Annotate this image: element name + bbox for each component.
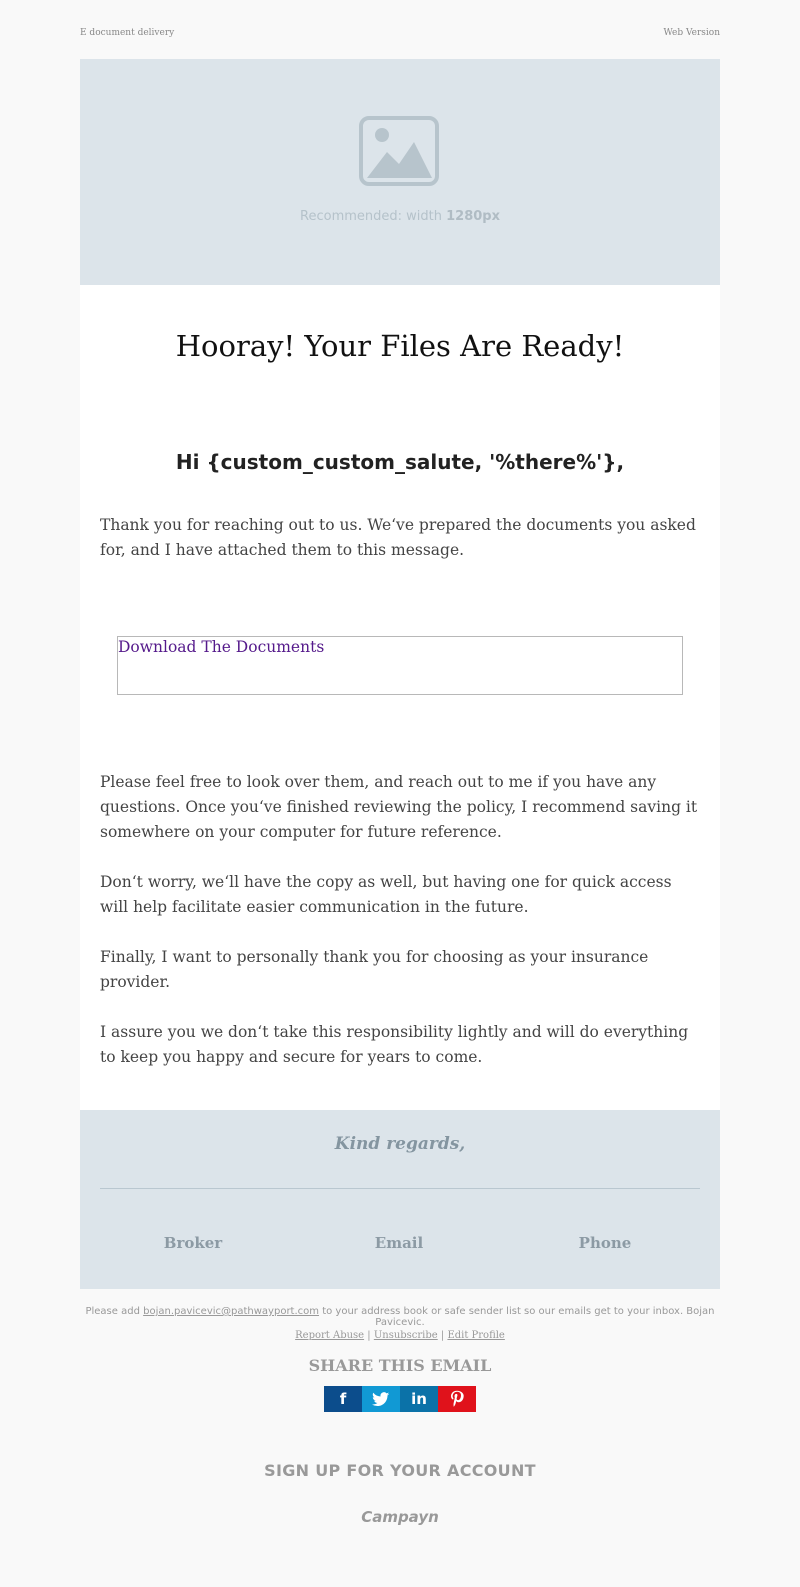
download-documents-link[interactable]: Download The Documents — [118, 638, 325, 656]
sign-up-link[interactable]: SIGN UP FOR YOUR ACCOUNT — [264, 1461, 536, 1480]
preheader — [80, 0, 720, 58]
email-body — [80, 285, 720, 1110]
signoff-section — [80, 1110, 720, 1289]
link-separator: | — [437, 1330, 448, 1341]
hero-caption-value: 1280px — [446, 209, 500, 224]
paragraph-assurance: I assure you we don‘t take this responsibility lightly and will do everything to keep you happy and secure for years to come. — [100, 1023, 689, 1066]
report-abuse-link[interactable]: Report Abuse — [295, 1330, 365, 1341]
greeting: Hi {custom_custom_salute, '%there%'}, — [175, 450, 625, 474]
campayn-logo: Campayn — [361, 1508, 439, 1526]
pinterest-icon[interactable] — [438, 1386, 476, 1412]
paragraph-copy: Don‘t worry, we‘ll have the copy as well, but having one for quick access will help facilitate easier communication in the future. — [100, 873, 672, 916]
page-title: Hooray! Your Files Are Ready! — [175, 329, 625, 363]
web-version-link[interactable]: Web Version — [663, 28, 720, 38]
social-share-buttons — [324, 1386, 476, 1412]
notice-suffix: to your address book or safe sender list so our emails get to your inbox. Bojan Pavicevic. — [319, 1306, 715, 1328]
email-label: Email — [374, 1234, 424, 1252]
sender-email-link[interactable]: bojan.pavicevic@pathwayport.com — [143, 1306, 320, 1317]
unsubscribe-link[interactable]: Unsubscribe — [373, 1330, 438, 1341]
twitter-icon[interactable] — [362, 1386, 400, 1412]
paragraph-review: Please feel free to look over them, and reach out to me if you have any questions. Once you‘ve finished reviewing the policy, I recommend saving it somewhere on your computer for future reference. — [100, 773, 698, 841]
link-separator: | — [364, 1330, 374, 1341]
preheader-text: E document delivery — [80, 28, 175, 38]
linkedin-icon[interactable]: in — [400, 1386, 438, 1412]
paragraph-intro: Thank you for reaching out to us. We‘ve prepared the documents you asked for, and I have attached them to this message. — [100, 516, 696, 559]
footer-links — [80, 1330, 720, 1341]
signoff-divider — [100, 1188, 700, 1189]
share-title: SHARE THIS EMAIL — [308, 1356, 492, 1375]
download-button-box[interactable] — [117, 636, 683, 695]
image-placeholder-icon — [359, 116, 439, 190]
paragraph-thanks: Finally, I want to personally thank you for choosing as your insurance provider. — [100, 948, 649, 991]
phone-label: Phone — [578, 1234, 632, 1252]
facebook-icon[interactable]: f — [324, 1386, 362, 1412]
notice-prefix: Please add — [85, 1306, 144, 1317]
kind-regards: Kind regards, — [334, 1134, 466, 1154]
footer-notice — [80, 1306, 720, 1341]
broker-label: Broker — [163, 1234, 223, 1252]
hero-caption-prefix: Recommended: width — [300, 209, 447, 224]
edit-profile-link[interactable]: Edit Profile — [447, 1330, 505, 1341]
hero-caption — [80, 209, 720, 224]
safe-sender-notice — [80, 1306, 720, 1328]
hero-image-placeholder — [80, 59, 720, 285]
